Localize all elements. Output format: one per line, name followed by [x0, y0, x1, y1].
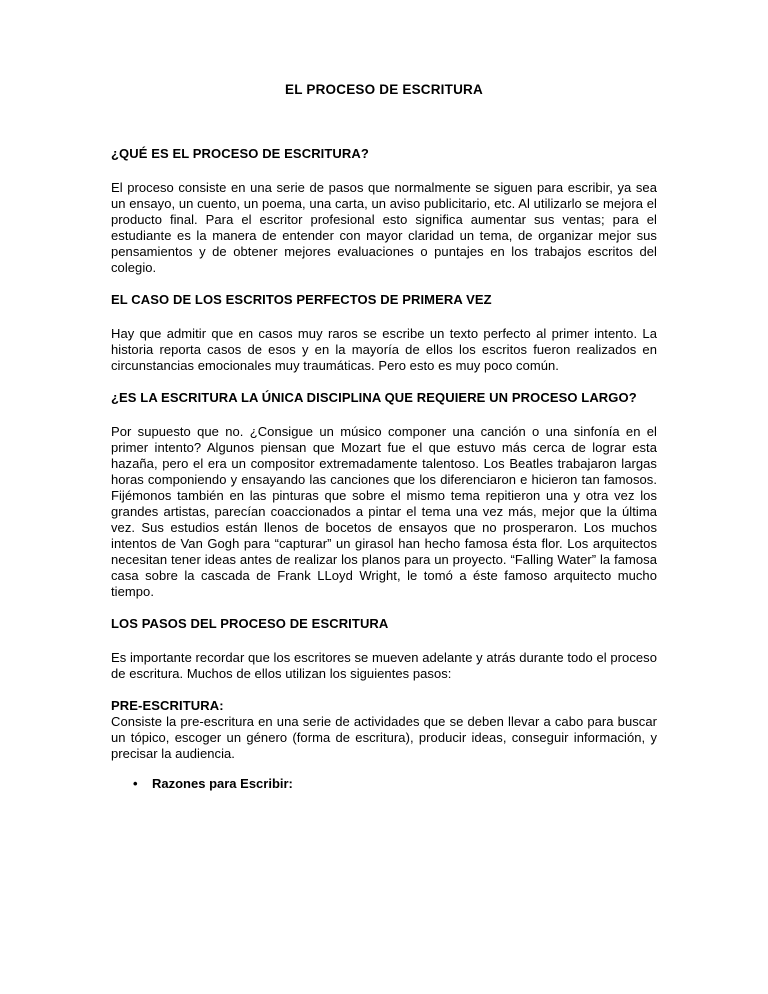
spacer — [111, 682, 657, 698]
spacer — [111, 374, 657, 390]
section-body-disciplina: Por supuesto que no. ¿Consigue un músico componer una canción o una sinfonía en el primer intento? Algunos piensan que Mozart fue el que estuvo más cerca de lograr esta hazaña, pero el era un compositor extremadamente talentoso. Los Beatles trabajaron largas horas componiendo y ensayando las canciones que los diferenciaron e hicieron tan famosos. Fijémonos también en las pinturas que sobre el mismo tema repitieron una y otra vez los grandes artistas, parecían coaccionados a pintar el tema una vez más, mejor que la última vez. Sus estudios están llenos de bocetos de ensayos que no prosperaron. Los muchos intentos de Van Gogh para “capturar” un girasol han hecho famosa ésta flor. Los arquitectos necesitan tener ideas antes de realizar los planos para un proyecto. “Falling Water” la famosa casa sobre la cascada de Frank LLoyd Wright, le tomó a éste famoso arquitecto mucho tiempo. — [111, 424, 657, 599]
section-heading-pasos: LOS PASOS DEL PROCESO DE ESCRITURA — [111, 616, 389, 631]
spacer — [111, 162, 657, 180]
bullet-list — [111, 776, 657, 792]
spacer — [111, 98, 657, 146]
list-item — [111, 776, 657, 792]
step-body-pre-escritura: Consiste la pre-escritura en una serie de actividades que se deben llevar a cabo para buscar un tópico, escoger un género (forma de escritura), producir ideas, conseguir información, y precisar la audiencia. — [111, 714, 657, 761]
spacer — [111, 308, 657, 326]
spacer — [111, 632, 657, 650]
section-heading-escritos-perfectos: EL CASO DE LOS ESCRITOS PERFECTOS DE PRIMERA VEZ — [111, 292, 492, 307]
spacer — [111, 406, 657, 424]
bullet-icon: • — [133, 776, 138, 791]
section-body-que-es: El proceso consiste en una serie de pasos que normalmente se siguen para escribir, ya sea un ensayo, un cuento, un poema, una carta, un aviso publicitario, etc. Al utilizarlo se mejora el producto final. Para el escritor profesional esto significa aumentar sus ventas; para el estudiante es la manera de entender con mayor claridad un tema, de organizar mejor sus pensamientos y de obtener mejores evaluaciones o puntajes en los trabajos escritos del colegio. — [111, 180, 657, 275]
spacer — [111, 600, 657, 616]
list-item-label: Razones para Escribir: — [152, 776, 293, 791]
spacer — [111, 762, 657, 776]
section-body-escritos-perfectos: Hay que admitir que en casos muy raros se escribe un texto perfecto al primer intento. La historia reporta casos de esos y en la mayoría de ellos los escritos fueron realizados en circunstancias emocionales muy traumáticas. Pero esto es muy poco común. — [111, 326, 657, 373]
section-heading-disciplina: ¿ES LA ESCRITURA LA ÚNICA DISCIPLINA QUE REQUIERE UN PROCESO LARGO? — [111, 390, 637, 405]
section-heading-que-es: ¿QUÉ ES EL PROCESO DE ESCRITURA? — [111, 146, 369, 161]
step-label-pre-escritura: PRE-ESCRITURA: — [111, 698, 224, 713]
document-content — [111, 0, 657, 792]
page-title: EL PROCESO DE ESCRITURA — [285, 82, 483, 97]
section-body-pasos: Es importante recordar que los escritores se mueven adelante y atrás durante todo el proceso de escritura. Muchos de ellos utilizan los siguientes pasos: — [111, 650, 657, 681]
spacer — [111, 276, 657, 292]
